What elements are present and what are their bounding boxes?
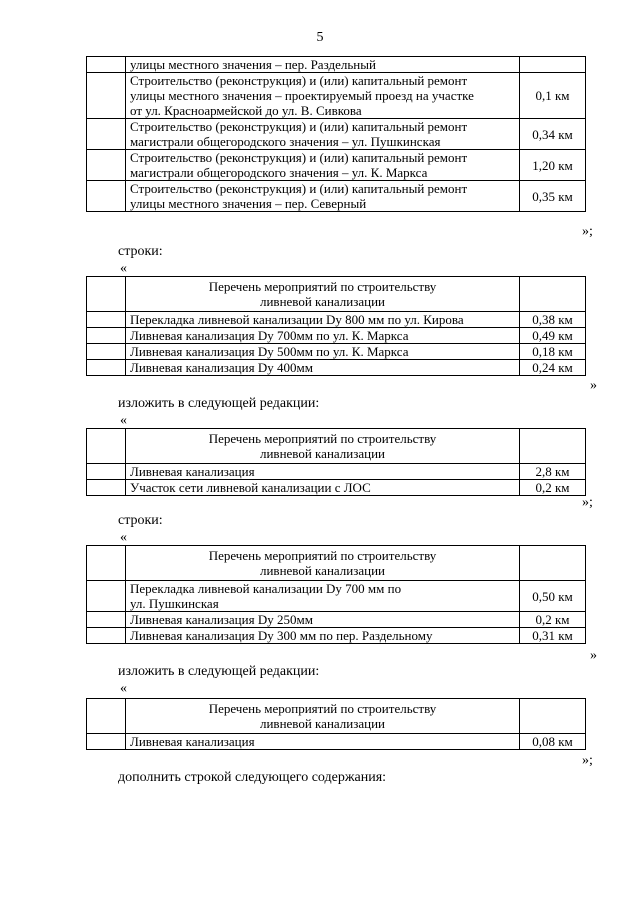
table-row <box>87 464 586 480</box>
description-cell <box>126 360 520 376</box>
cell-line: Ливневая канализация Dy 300 мм по пер. Раздельному <box>130 628 433 643</box>
value-header-cell <box>520 546 586 581</box>
description-cell <box>126 119 520 150</box>
cell-line: ливневой канализации <box>259 563 386 578</box>
description-cell <box>126 328 520 344</box>
description-cell <box>126 464 520 480</box>
value-header-cell <box>520 699 586 734</box>
cell-line: Перечень мероприятий по строительству <box>208 548 437 563</box>
cell-line: Перекладка ливневой канализации Dy 700 мм по <box>130 581 402 596</box>
drainage-table-new-2 <box>86 698 586 750</box>
table-row <box>87 734 586 750</box>
closing-quote: »; <box>582 753 593 768</box>
table-row <box>87 628 586 644</box>
header-cell <box>126 546 520 581</box>
value-cell: 0,31 км <box>520 628 586 644</box>
opening-quote: « <box>120 413 127 428</box>
number-cell <box>87 150 126 181</box>
cell-line: ливневой канализации <box>259 716 386 731</box>
table-row <box>87 181 586 212</box>
description-cell <box>126 344 520 360</box>
number-cell <box>87 277 126 312</box>
table-row <box>87 73 586 119</box>
opening-quote: « <box>120 681 127 696</box>
value-cell: 0,34 км <box>520 119 586 150</box>
cell-line: Ливневая канализация <box>130 464 255 479</box>
lines-label: строки: <box>118 244 163 259</box>
cell-line: ливневой канализации <box>259 294 386 309</box>
closing-quote: »; <box>582 495 593 510</box>
value-cell: 1,20 км <box>520 150 586 181</box>
cell-line: магистрали общегородского значения – ул. К. Маркса <box>130 165 428 180</box>
supplement-instruction: дополнить строкой следующего содержания: <box>118 770 387 785</box>
cell-line: Участок сети ливневой канализации с ЛОС <box>130 480 371 495</box>
table-header-row <box>87 546 586 581</box>
table-row <box>87 312 586 328</box>
page-number: 5 <box>316 30 324 45</box>
number-cell <box>87 581 126 612</box>
number-cell <box>87 699 126 734</box>
value-cell: 0,1 км <box>520 73 586 119</box>
number-cell <box>87 546 126 581</box>
description-cell <box>126 628 520 644</box>
cell-line: Ливневая канализация <box>130 734 255 749</box>
value-cell: 0,35 км <box>520 181 586 212</box>
cell-line: ливневой канализации <box>259 446 386 461</box>
cell-line: улицы местного значения – пер. Раздельный <box>130 57 376 72</box>
value-header-cell <box>520 277 586 312</box>
number-cell <box>87 119 126 150</box>
cell-line: Строительство (реконструкция) и (или) капитальный ремонт <box>130 73 468 88</box>
closing-quote: » <box>590 378 597 393</box>
header-cell <box>126 699 520 734</box>
cell-line: Перечень мероприятий по строительству <box>208 701 437 716</box>
value-cell: 2,8 км <box>520 464 586 480</box>
header-cell <box>126 429 520 464</box>
number-cell <box>87 73 126 119</box>
number-cell <box>87 480 126 496</box>
table-header-row <box>87 429 586 464</box>
cell-line: Ливневая канализация Dy 700мм по ул. К. Маркса <box>130 328 409 343</box>
cell-line: Ливневая канализация Dy 500мм по ул. К. Маркса <box>130 344 409 359</box>
table-row <box>87 581 586 612</box>
description-cell <box>126 57 520 73</box>
table-row <box>87 612 586 628</box>
closing-quote: »; <box>582 224 593 239</box>
edit-instruction: изложить в следующей редакции: <box>118 664 320 679</box>
cell-line: от ул. Красноармейской до ул. В. Сивкова <box>130 103 362 118</box>
number-cell <box>87 344 126 360</box>
value-cell: 0,24 км <box>520 360 586 376</box>
description-cell <box>126 581 520 612</box>
opening-quote: « <box>120 261 127 276</box>
cell-line: Перечень мероприятий по строительству <box>208 431 437 446</box>
value-header-cell <box>520 429 586 464</box>
opening-quote: « <box>120 530 127 545</box>
drainage-table-new <box>86 428 586 496</box>
description-cell <box>126 73 520 119</box>
cell-line: ул. Пушкинская <box>130 596 219 611</box>
cell-line: Строительство (реконструкция) и (или) капитальный ремонт <box>130 119 468 134</box>
description-cell <box>126 150 520 181</box>
number-cell <box>87 57 126 73</box>
table-row <box>87 328 586 344</box>
drainage-table-old <box>86 276 586 376</box>
value-cell: 0,49 км <box>520 328 586 344</box>
description-cell <box>126 181 520 212</box>
description-cell <box>126 480 520 496</box>
table-row <box>87 150 586 181</box>
cell-line: улицы местного значения – проектируемый проезд на участке <box>130 88 474 103</box>
edit-instruction: изложить в следующей редакции: <box>118 396 320 411</box>
cell-line: Перечень мероприятий по строительству <box>208 279 437 294</box>
table-header-row <box>87 699 586 734</box>
description-cell <box>126 312 520 328</box>
number-cell <box>87 360 126 376</box>
value-cell <box>520 57 586 73</box>
table-row <box>87 344 586 360</box>
cell-line: Перекладка ливневой канализации Dy 800 мм по ул. Кирова <box>130 312 464 327</box>
cell-line: улицы местного значения – пер. Северный <box>130 196 367 211</box>
number-cell <box>87 734 126 750</box>
table-row <box>87 480 586 496</box>
table-row <box>87 119 586 150</box>
cell-line: магистрали общегородского значения – ул. Пушкинская <box>130 134 441 149</box>
value-cell: 0,08 км <box>520 734 586 750</box>
value-cell: 0,2 км <box>520 612 586 628</box>
table-row <box>87 360 586 376</box>
roads-table <box>86 56 586 212</box>
drainage-table-old-2 <box>86 545 586 644</box>
header-cell <box>126 277 520 312</box>
number-cell <box>87 628 126 644</box>
table-row <box>87 57 586 73</box>
cell-line: Строительство (реконструкция) и (или) капитальный ремонт <box>130 181 468 196</box>
number-cell <box>87 429 126 464</box>
value-cell: 0,2 км <box>520 480 586 496</box>
value-cell: 0,18 км <box>520 344 586 360</box>
number-cell <box>87 181 126 212</box>
cell-line: Строительство (реконструкция) и (или) капитальный ремонт <box>130 150 468 165</box>
number-cell <box>87 328 126 344</box>
number-cell <box>87 312 126 328</box>
table-header-row <box>87 277 586 312</box>
closing-quote: » <box>590 648 597 663</box>
description-cell <box>126 734 520 750</box>
number-cell <box>87 612 126 628</box>
cell-line: Ливневая канализация Dy 250мм <box>130 612 313 627</box>
cell-line: Ливневая канализация Dy 400мм <box>130 360 313 375</box>
lines-label: строки: <box>118 513 163 528</box>
number-cell <box>87 464 126 480</box>
value-cell: 0,50 км <box>520 581 586 612</box>
description-cell <box>126 612 520 628</box>
value-cell: 0,38 км <box>520 312 586 328</box>
